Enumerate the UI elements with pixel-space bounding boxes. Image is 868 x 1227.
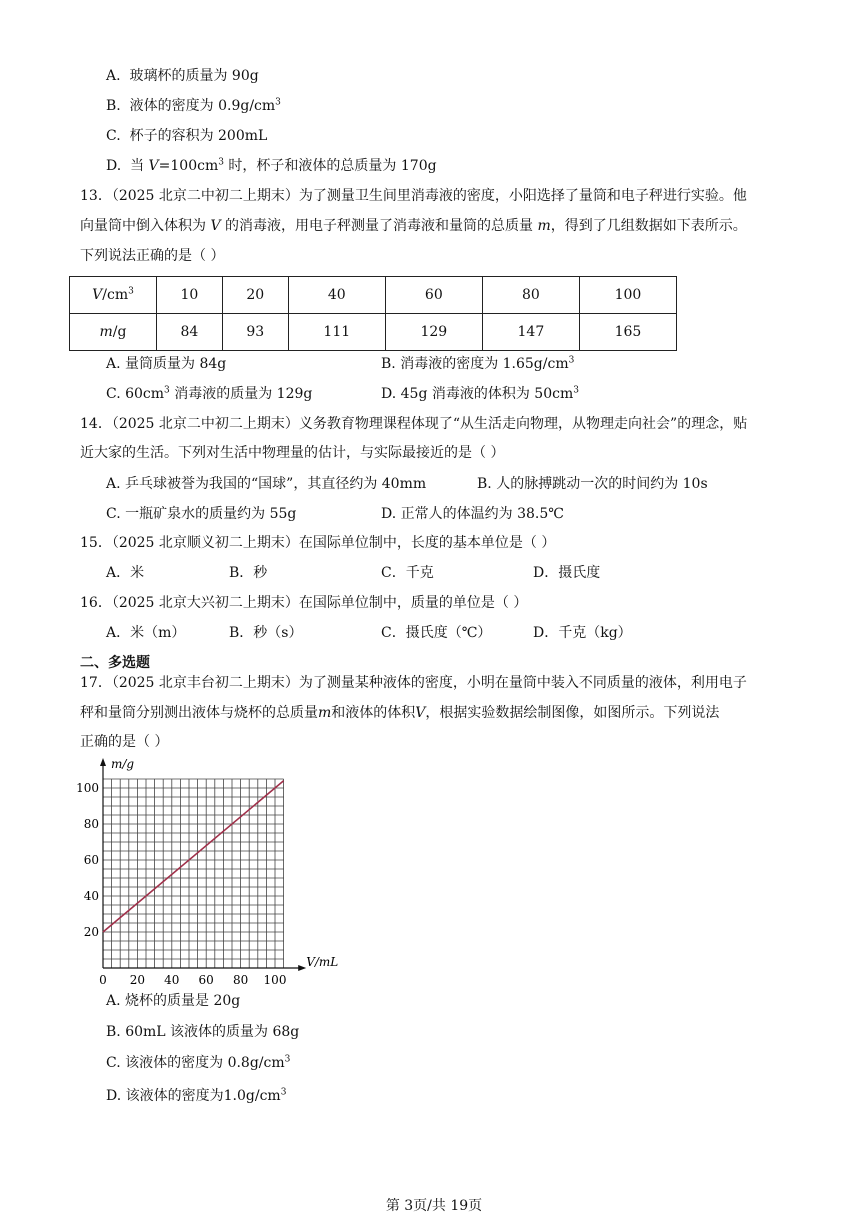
table-cell: 93: [222, 314, 288, 351]
q17-option-c: C. 该液体的密度为 $0.8g/cm^3$: [106, 1054, 291, 1071]
q14-option-c: C. 一瓶矿泉水的质量约为 55g: [106, 506, 297, 522]
x-tick-label: 40: [164, 973, 180, 986]
y-tick-label: 40: [83, 889, 99, 903]
q12-option-a: A. 玻璃杯的质量为 90g: [106, 68, 259, 84]
section-title: 二、多选题: [80, 655, 150, 671]
q16-option-c: C．摄氏度（℃）: [381, 625, 492, 641]
q13-option-b: B. 消毒液的密度为 $1.65g/cm^3$: [381, 355, 575, 372]
q14-option-d: D. 正常人的体温约为 38.5℃: [381, 506, 564, 522]
x-tick-label: 20: [129, 973, 146, 986]
q12-option-c: C. 杯子的容积为 200mL: [106, 128, 268, 144]
table-cell: 10: [157, 277, 223, 314]
table-header-volume: $V/cm^3$: [70, 277, 157, 314]
q13-option-d: D. 45g 消毒液的体积为 $50cm^3$: [381, 385, 579, 402]
table-cell: 100: [579, 277, 676, 314]
table-row-volume: [70, 277, 677, 314]
q13-stem-line1: 13．（2025 北京二中初二上期末）为了测量卫生间里消毒液的密度，小阳选择了量筒和电子秤进行实验。他: [80, 188, 747, 204]
q15-option-d: D．摄氏度: [533, 565, 601, 581]
q14-stem-line1: 14．（2025 北京二中初二上期末）义务教育物理课程体现了“从生活走向物理，从物理走向社会”的理念，贴: [80, 416, 748, 432]
q17-stem-line3: 正确的是（ ）: [80, 734, 169, 750]
q16-stem: 16．（2025 北京大兴初二上期末）在国际单位制中，质量的单位是（ ）: [80, 595, 528, 611]
q12-option-d: D. 当 $V=100cm^3$ 时，杯子和液体的总质量为 170g: [106, 157, 437, 174]
y-tick-label: 20: [83, 925, 99, 939]
x-tick-label: 60: [198, 973, 214, 986]
y-axis-label: m/g: [111, 757, 135, 771]
table-cell: 80: [482, 277, 579, 314]
x-axis-arrow: [298, 965, 306, 971]
q14-option-a: A. 乒乓球被誉为我国的“国球”，其直径约为 40mm: [106, 476, 427, 492]
q17-option-b: B. 60mL 该液体的质量为 68g: [106, 1024, 300, 1040]
q15-option-b: B．秒: [229, 565, 268, 581]
mass-volume-chart: [70, 756, 350, 986]
q17-option-a: A. 烧杯的质量是 20g: [106, 993, 241, 1009]
table-cell: 165: [579, 314, 676, 351]
table-cell: 111: [288, 314, 385, 351]
q14-option-b: B. 人的脉搏跳动一次的时间约为 10s: [477, 476, 708, 492]
q17-stem-line2: 秤和量筒分别测出液体与烧杯的总质量m和液体的体积V，根据实验数据绘制图像，如图所示。下列说法: [80, 705, 720, 721]
q15-option-a: A．米: [106, 565, 145, 581]
q16-option-a: A．米（m）: [106, 625, 186, 641]
table-cell: 147: [482, 314, 579, 351]
table-cell: 129: [385, 314, 482, 351]
q13-stem-line3: 下列说法正确的是（ ）: [80, 248, 225, 264]
table-cell: 40: [288, 277, 385, 314]
q15-option-c: C．千克: [381, 565, 434, 581]
q13-option-a: A. 量筒质量为 84g: [106, 356, 227, 372]
q14-stem-line2: 近大家的生活。下列对生活中物理量的估计，与实际最接近的是（ ）: [80, 445, 505, 461]
page-footer: 第 3页/共 19页: [385, 1198, 483, 1214]
table-row-mass: [70, 314, 677, 351]
q17-stem-line1: 17．（2025 北京丰台初二上期末）为了测量某种液体的密度，小明在量筒中装入不同质量的液体，利用电子: [80, 675, 747, 691]
table-cell: 20: [222, 277, 288, 314]
q15-stem: 15．（2025 北京顺义初二上期末）在国际单位制中，长度的基本单位是（ ）: [80, 535, 556, 551]
y-axis-arrow: [100, 758, 106, 766]
q16-option-d: D．千克（kg）: [533, 625, 632, 641]
q17-option-d: D. 该液体的密度为$1.0g/cm^3$: [106, 1087, 287, 1104]
q12-option-b: B. 液体的密度为 $0.9g/cm^3$: [106, 97, 281, 114]
x-tick-label: 80: [232, 973, 249, 986]
table-header-mass: m/g: [70, 314, 157, 351]
x-tick-label: 100: [263, 973, 287, 986]
table-cell: 84: [157, 314, 223, 351]
y-tick-label: 80: [83, 817, 99, 831]
x-axis-label: V/mL: [306, 955, 339, 969]
q13-stem-line2: 向量筒中倒入体积为 V 的消毒液，用电子秤测量了消毒液和量筒的总质量 m，得到了几组数据如下表所示。: [80, 218, 747, 234]
y-tick-label: 100: [76, 781, 99, 795]
q13-data-table: [69, 276, 677, 351]
q16-option-b: B．秒（s）: [229, 625, 303, 641]
x-tick-label: 0: [99, 973, 107, 986]
y-tick-label: 60: [83, 853, 99, 867]
table-cell: 60: [385, 277, 482, 314]
data-line: [103, 781, 284, 932]
q13-option-c: C. $60cm^3$ 消毒液的质量为 129g: [106, 385, 313, 402]
